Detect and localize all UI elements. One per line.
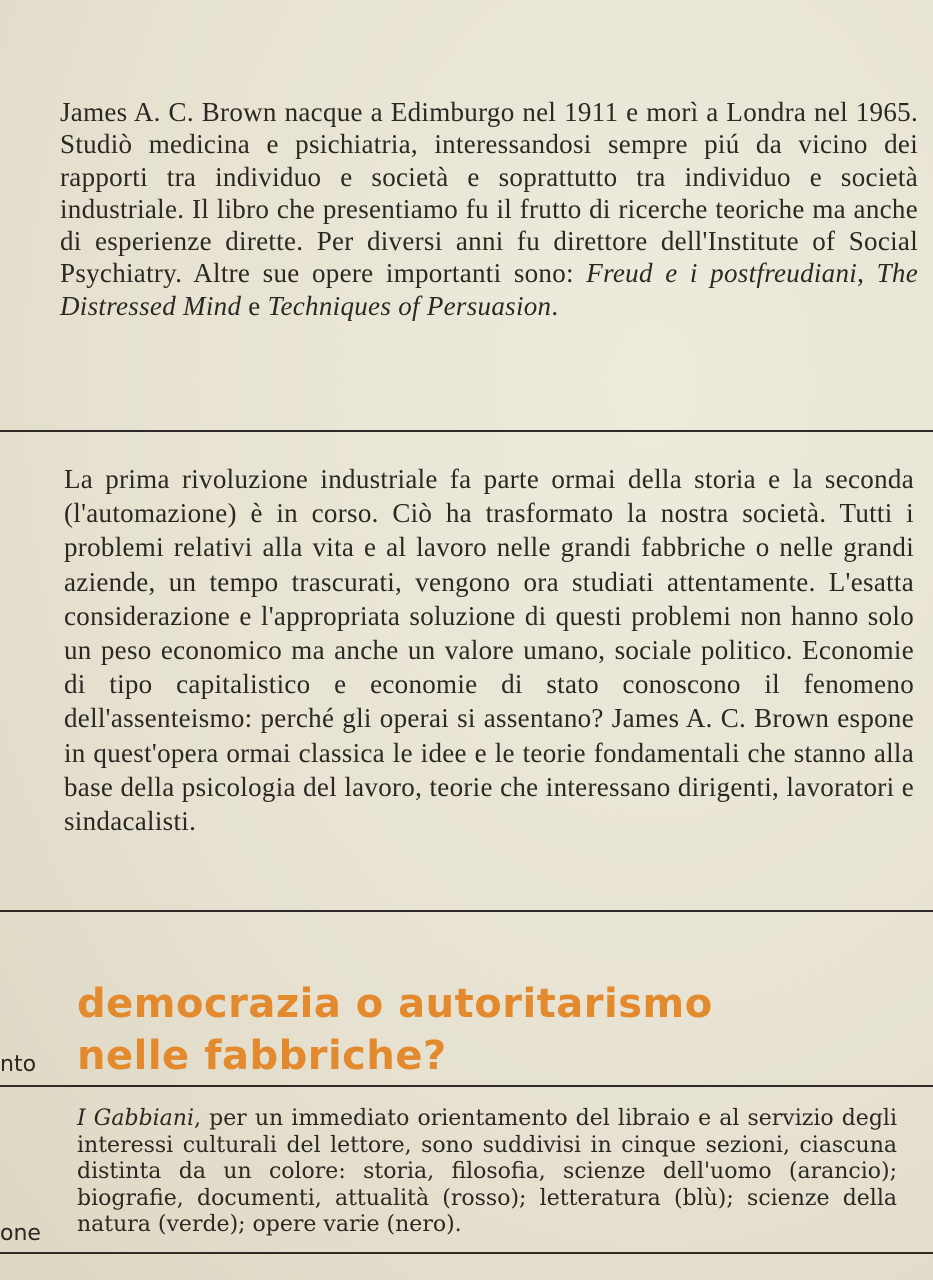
bio-work-persuasion: Techniques of Persuasion	[267, 290, 552, 321]
bio-end: .	[551, 290, 559, 321]
series-name: I Gabbiani	[77, 1106, 195, 1131]
book-blurb: La prima rivoluzione industriale fa parte ormai della storia e la seconda (l'automazione) è in corso. Ciò ha trasformato la nostra società. Tutti i problemi relativi alla vita e al lavoro nelle grandi fabbriche o nelle grandi aziende, un tempo trascurati, vengono ora studiati attentamente. L'esatta considerazione e l'appropriata soluzione di questi problemi non hanno solo un peso economico ma anche un valore umano, sociale politico. Economie di tipo capitalistico e economie di stato conoscono il fenomeno dell'assenteismo: perché gli operai si assentano? James A. C. Brown espone in quest'opera ormai classica le idee e le teorie fondamentali che stanno alla base della psicologia del lavoro, teorie che interessano dirigenti, lavoratori e sindacalisti.	[64, 464, 914, 837]
author-biography	[60, 96, 918, 322]
series-note	[77, 1106, 897, 1239]
book-title-line2: nelle fabbriche?	[77, 1033, 447, 1079]
cropped-text-fragment: one	[0, 1221, 41, 1246]
series-note-text: , per un immediato orientamento del libraio e al servizio degli interessi culturali del lettore, sono suddivisi in cinque sezioni, ciascuna distinta da un colore: storia, filosofia, scienze dell'uomo (arancio); biografie, documenti, attualità (rosso); letteratura (blù); scienze della natura (verde); opere varie (nero).	[77, 1106, 897, 1237]
bio-separator: e	[241, 290, 268, 321]
divider-rule	[0, 1085, 933, 1087]
bio-text: James A. C. Brown nacque a Edimburgo nel 1911 e morì a Londra nel 1965. Studiò medicina e psichiatria, interessandosi sempre piú da vicino dei rapporti tra individuo e società e soprattutto tra individuo e società industriale. Il libro che presentiamo fu il frutto di ricerche teoriche ma anche di esperienze dirette. Per diversi anni fu direttore dell'Institute of Social Psychiatry. Altre sue opere importanti sono:	[60, 97, 918, 289]
book-title	[77, 978, 713, 1082]
book-title-line1: democrazia o autoritarismo	[77, 981, 713, 1027]
cropped-text-fragment: nto	[0, 1052, 37, 1077]
bio-work-distressed-mind: The Distressed Mind	[60, 258, 918, 321]
bio-separator: ,	[857, 258, 877, 289]
bio-work-freud: Freud e i postfreudiani	[586, 258, 858, 289]
divider-rule	[0, 910, 933, 912]
divider-rule	[0, 1252, 933, 1254]
divider-rule	[0, 430, 933, 432]
